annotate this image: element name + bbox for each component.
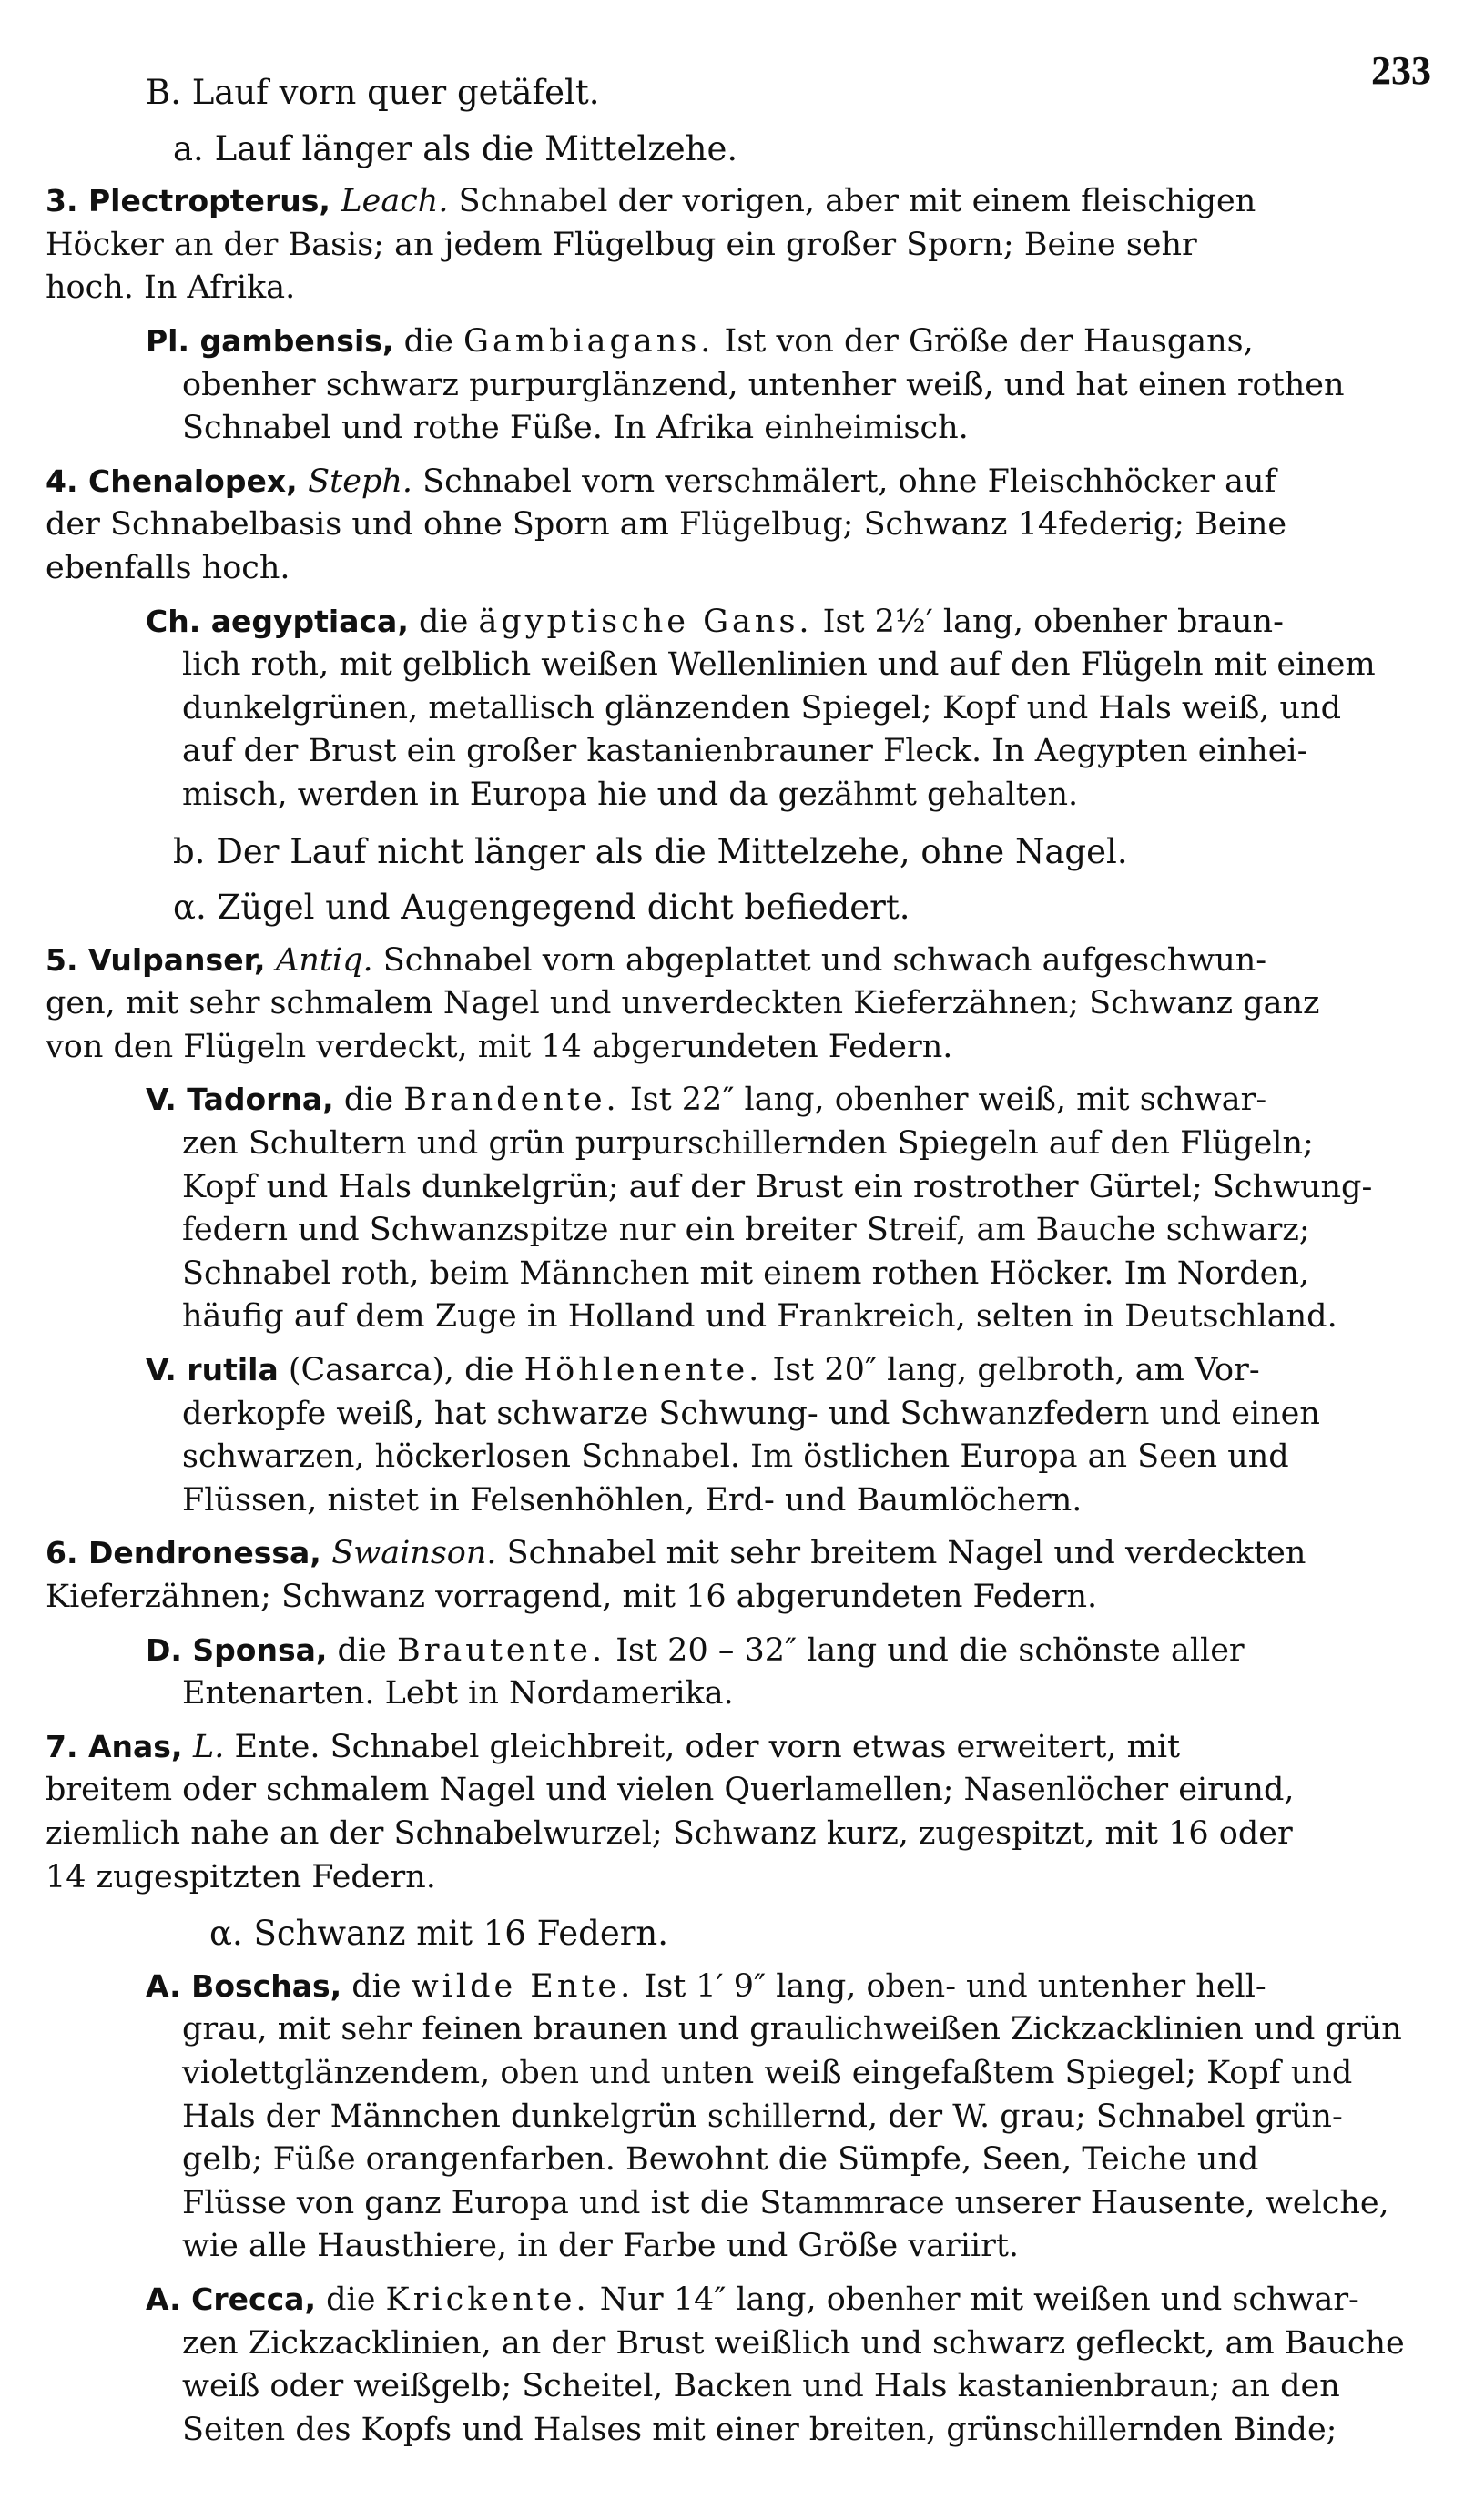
genus-first-line bbox=[46, 179, 1420, 224]
genus-author: Swainson. bbox=[331, 1535, 497, 1572]
genus-first-line bbox=[46, 939, 1420, 983]
genus-name: Dendronessa, bbox=[88, 1535, 332, 1571]
species-description: Ist 20″ lang, gelbroth, am Vor- bbox=[762, 1352, 1260, 1389]
species-first-line bbox=[46, 1348, 1420, 1393]
genus-description-line: 14 zugespitzten Federn. bbox=[46, 1858, 436, 1895]
species-description-line: dunkelgrünen, metallisch glänzenden Spiegel; Kopf und Hals weiß, und bbox=[182, 689, 1342, 727]
genus-author: L. bbox=[192, 1728, 225, 1765]
species-first-line bbox=[46, 1078, 1420, 1123]
species-description-line: weiß oder weißgelb; Scheitel, Backen und Hals kastanienbraun; an den bbox=[182, 2368, 1340, 2405]
genus-name: Anas, bbox=[88, 1728, 193, 1764]
genus-entry bbox=[46, 1725, 1420, 1899]
species-name: D. Sponsa, bbox=[146, 1631, 328, 1668]
species-entry bbox=[46, 2278, 1420, 2452]
section-heading: a. Lauf länger als die Mittelzehe. bbox=[173, 128, 738, 168]
genus-first-line bbox=[46, 1725, 1420, 1770]
species-description: Ist 20 – 32″ lang und die schönste aller bbox=[605, 1631, 1245, 1669]
genus-entry bbox=[46, 460, 1420, 591]
species-name: A. Crecca, bbox=[146, 2281, 316, 2317]
species-common-name: Brautente. bbox=[396, 1631, 606, 1669]
species-description-line: Schnabel und rothe Füße. In Afrika einheimisch. bbox=[182, 410, 969, 447]
species-name: A. Boschas, bbox=[146, 1967, 342, 2004]
species-common-name: Gambiagans. bbox=[463, 322, 715, 360]
species-description-line: Flüsse von ganz Europa und ist die Stammrace unserer Hausente, welche, bbox=[182, 2184, 1389, 2221]
species-prefix: die bbox=[327, 1631, 397, 1669]
genus-number: 5. bbox=[46, 941, 88, 978]
species-first-line bbox=[46, 320, 1420, 364]
page-number: 233 bbox=[1371, 48, 1431, 93]
genus-description-line: von den Flügeln verdeckt, mit 14 abgerundeten Federn. bbox=[46, 1028, 953, 1065]
species-description: Ist 1′ 9″ lang, oben- und untenher hell- bbox=[634, 1967, 1266, 2005]
species-common-name: ägyptische Gans. bbox=[478, 603, 813, 640]
species-description-line: Schnabel roth, beim Männchen mit einem rothen Höcker. Im Norden, bbox=[182, 1255, 1310, 1292]
genus-author: Leach. bbox=[341, 183, 449, 220]
species-common-name: Krickente. bbox=[385, 2281, 590, 2318]
genus-number: 7. bbox=[46, 1728, 88, 1764]
species-prefix: die bbox=[333, 1082, 404, 1119]
species-entry bbox=[46, 600, 1420, 818]
species-first-line bbox=[46, 2278, 1420, 2322]
species-description-line: derkopfe weiß, hat schwarze Schwung- und Schwanzfedern und einen bbox=[182, 1395, 1320, 1432]
species-description: Nur 14″ lang, obenher mit weißen und schwar- bbox=[589, 2281, 1359, 2318]
genus-author: Antiq. bbox=[276, 941, 373, 979]
species-description-line: Kopf und Hals dunkelgrün; auf der Brust ein rostrother Gürtel; Schwung- bbox=[182, 1168, 1373, 1205]
species-description-line: Entenarten. Lebt in Nordamerika. bbox=[182, 1675, 734, 1712]
species-description-line: zen Zickzacklinien, an der Brust weißlich und schwarz gefleckt, am Bauche bbox=[182, 2324, 1405, 2362]
species-entry bbox=[46, 1078, 1420, 1339]
genus-description: Schnabel der vorigen, aber mit einem fleischigen bbox=[448, 183, 1256, 220]
species-name: V. Tadorna, bbox=[146, 1082, 334, 1118]
species-first-line bbox=[46, 600, 1420, 645]
species-description-line: häufig auf dem Zuge in Holland und Frankreich, selten in Deutschland. bbox=[182, 1298, 1337, 1336]
genus-description-line: breitem oder schmalem Nagel und vielen Querlamellen; Nasenlöcher eirund, bbox=[46, 1772, 1295, 1809]
genus-first-line bbox=[46, 1531, 1420, 1576]
species-description-line: obenher schwarz purpurglänzend, untenher weiß, und hat einen rothen bbox=[182, 366, 1345, 403]
genus-description-line: Kieferzähnen; Schwanz vorragend, mit 16 abgerundeten Federn. bbox=[46, 1579, 1098, 1615]
section-heading: α. Schwanz mit 16 Federn. bbox=[209, 1914, 669, 1954]
species-description-line: auf der Brust ein großer kastanienbrauner Fleck. In Aegypten einhei- bbox=[182, 733, 1308, 770]
species-prefix: die bbox=[393, 322, 463, 360]
species-description-line: wie alle Hausthiere, in der Farbe und Größe variirt. bbox=[182, 2228, 1020, 2265]
section-heading: b. Der Lauf nicht länger als die Mittelzehe, ohne Nagel. bbox=[173, 831, 1128, 871]
species-description-line: Hals der Männchen dunkelgrün schillernd, der W. grau; Schnabel grün- bbox=[182, 2098, 1343, 2135]
species-entry bbox=[46, 320, 1420, 451]
species-description-line: zen Schultern und grün purpurschillernden Spiegeln auf den Flügeln; bbox=[182, 1125, 1314, 1163]
genus-entry bbox=[46, 179, 1420, 310]
species-description: Ist von der Größe der Hausgans, bbox=[714, 322, 1254, 360]
species-description-line: Seiten des Kopfs und Halses mit einer breiten, grünschillernden Binde; bbox=[182, 2411, 1337, 2448]
genus-description-line: gen, mit sehr schmalem Nagel und unverdeckten Kieferzähnen; Schwanz ganz bbox=[46, 985, 1320, 1022]
genus-description: Schnabel mit sehr breitem Nagel und verdeckten bbox=[496, 1535, 1306, 1572]
genus-description: Schnabel vorn abgeplattet und schwach aufgeschwun- bbox=[372, 941, 1267, 979]
species-entry bbox=[46, 1348, 1420, 1522]
species-name: V. rutila bbox=[146, 1352, 279, 1388]
genus-description-line: Höcker an der Basis; an jedem Flügelbug ein großer Sporn; Beine sehr bbox=[46, 226, 1197, 263]
genus-name: Vulpanser, bbox=[88, 941, 277, 978]
species-description: Ist 2½′ lang, obenher braun- bbox=[812, 603, 1284, 640]
species-name: Pl. gambensis, bbox=[146, 322, 394, 359]
species-description-line: schwarzen, höckerlosen Schnabel. Im östlichen Europa an Seen und bbox=[182, 1438, 1289, 1476]
species-description-line: federn und Schwanzspitze nur ein breiter Streif, am Bauche schwarz; bbox=[182, 1212, 1310, 1249]
genus-description-line: ziemlich nahe an der Schnabelwurzel; Schwanz kurz, zugespitzt, mit 16 oder bbox=[46, 1814, 1293, 1852]
genus-number: 3. bbox=[46, 183, 88, 219]
genus-number: 6. bbox=[46, 1535, 88, 1571]
genus-entry bbox=[46, 939, 1420, 1070]
genus-name: Plectropterus, bbox=[88, 183, 341, 219]
section-heading: α. Zügel und Augengegend dicht befiedert. bbox=[173, 888, 910, 928]
genus-entry bbox=[46, 1531, 1420, 1619]
genus-description-line: ebenfalls hoch. bbox=[46, 549, 290, 586]
genus-description: Schnabel vorn verschmälert, ohne Fleischhöcker auf bbox=[412, 462, 1276, 500]
species-first-line bbox=[46, 1965, 1420, 2009]
species-description-line: lich roth, mit gelblich weißen Wellenlinien und auf den Flügeln mit einem bbox=[182, 646, 1376, 684]
species-entry bbox=[46, 1629, 1420, 1716]
species-prefix: die bbox=[315, 2281, 386, 2318]
species-description-line: misch, werden in Europa hie und da gezähmt gehalten. bbox=[182, 776, 1079, 813]
species-common-name: Brandente. bbox=[403, 1082, 620, 1119]
genus-number: 4. bbox=[46, 462, 88, 499]
genus-name: Chenalopex, bbox=[88, 462, 309, 499]
page-content bbox=[46, 71, 1420, 2452]
species-common-name: Höhlenente. bbox=[524, 1352, 763, 1389]
species-common-name: wilde Ente. bbox=[411, 1967, 635, 2005]
species-description-line: grau, mit sehr feinen braunen und graulichweißen Zickzacklinien und grün bbox=[182, 2011, 1402, 2048]
species-first-line bbox=[46, 1629, 1420, 1673]
genus-author: Steph. bbox=[308, 462, 412, 500]
species-description-line: gelb; Füße orangenfarben. Bewohnt die Sümpfe, Seen, Teiche und bbox=[182, 2141, 1259, 2179]
species-description: Ist 22″ lang, obenher weiß, mit schwar- bbox=[619, 1082, 1267, 1119]
species-description-line: violettglänzendem, oben und unten weiß eingefaßtem Spiegel; Kopf und bbox=[182, 2054, 1353, 2091]
species-prefix: (Casarca), die bbox=[278, 1352, 524, 1389]
genus-first-line bbox=[46, 460, 1420, 504]
section-heading: B. Lauf vorn quer getäfelt. bbox=[146, 73, 600, 112]
species-entry bbox=[46, 1965, 1420, 2269]
species-prefix: die bbox=[341, 1967, 412, 2005]
genus-description: Ente. Schnabel gleichbreit, oder vorn etwas erweitert, mit bbox=[224, 1728, 1181, 1765]
species-prefix: die bbox=[408, 603, 479, 640]
genus-description-line: der Schnabelbasis und ohne Sporn am Flügelbug; Schwanz 14federig; Beine bbox=[46, 506, 1287, 544]
species-name: Ch. aegyptiaca, bbox=[146, 603, 409, 639]
species-description-line: Flüssen, nistet in Felsenhöhlen, Erd- und Baumlöchern. bbox=[182, 1481, 1083, 1519]
genus-description-line: hoch. In Afrika. bbox=[46, 269, 296, 307]
